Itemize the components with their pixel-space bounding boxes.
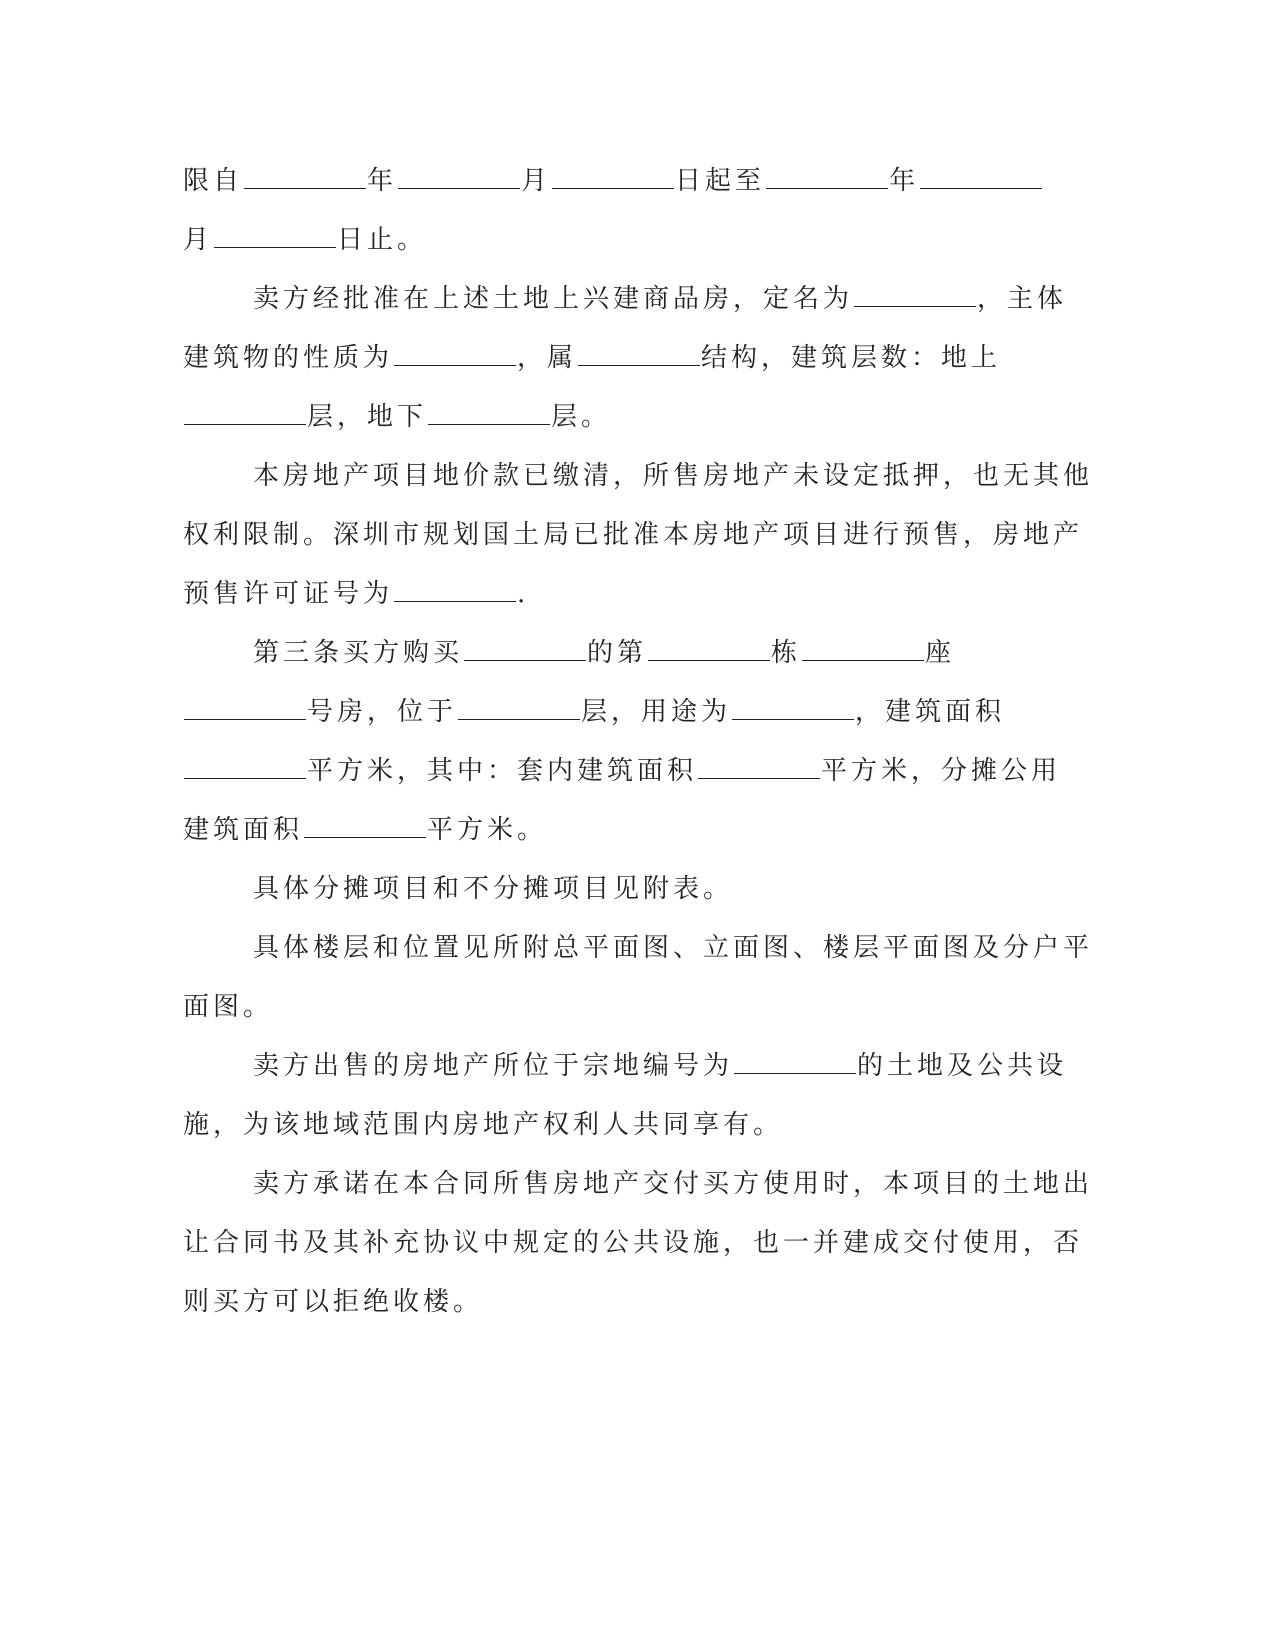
- text-segment: 权利限制。深圳市规划国土局已批准本房地产项目进行预售，房地产: [183, 520, 1084, 550]
- text-segment: .: [517, 579, 530, 609]
- text-line: [183, 158, 1063, 217]
- fill-in-blank[interactable]: [398, 158, 520, 189]
- text-segment: 预售许可证号为: [183, 579, 394, 609]
- text-segment: ，建筑面积: [855, 697, 1006, 727]
- text-line: [183, 630, 1063, 689]
- text-segment: 层，用途为: [581, 697, 732, 727]
- text-line: [183, 394, 1063, 453]
- text-segment: 第三条买方购买: [253, 638, 464, 668]
- text-segment: 月: [183, 225, 214, 255]
- text-segment: 建筑面积: [183, 815, 304, 845]
- text-segment: 面图。: [183, 992, 274, 1022]
- text-segment: 本房地产项目地价款已缴清，所售房地产未设定抵押，也无其他: [253, 461, 1094, 491]
- text-segment: 让合同书及其补充协议中规定的公共设施，也一并建成交付使用，否: [183, 1228, 1084, 1258]
- text-segment: 层。: [551, 402, 612, 432]
- fill-in-blank[interactable]: [552, 158, 674, 189]
- fill-in-blank[interactable]: [394, 335, 516, 366]
- text-segment: 平方米，分摊公用: [821, 756, 1062, 786]
- fill-in-blank[interactable]: [394, 571, 516, 602]
- text-line: [183, 1220, 1084, 1279]
- fill-in-blank[interactable]: [734, 1043, 856, 1074]
- text-segment: 则买方可以拒绝收楼。: [183, 1287, 484, 1317]
- text-segment: ，主体: [977, 284, 1068, 314]
- fill-in-blank[interactable]: [648, 630, 770, 661]
- text-segment: 日止。: [337, 225, 428, 255]
- text-line: [183, 689, 1063, 748]
- text-line: [183, 1161, 1094, 1220]
- text-segment: 施，为该地域范围内房地产权利人共同享有。: [183, 1110, 784, 1140]
- fill-in-blank[interactable]: [428, 394, 550, 425]
- text-segment: 月: [521, 166, 552, 196]
- fill-in-blank[interactable]: [304, 807, 426, 838]
- fill-in-blank[interactable]: [920, 158, 1042, 189]
- text-segment: 建筑物的性质为: [183, 343, 394, 373]
- text-segment: 栋: [771, 638, 802, 668]
- text-segment: 的土地及公共设: [857, 1051, 1068, 1081]
- text-line: [183, 807, 1063, 866]
- text-segment: 平方米，其中：套内建筑面积: [307, 756, 698, 786]
- text-line: [183, 984, 1063, 1043]
- text-segment: 号房，位于: [307, 697, 458, 727]
- text-segment: 具体分摊项目和不分摊项目见附表。: [253, 874, 734, 904]
- fill-in-blank[interactable]: [214, 217, 336, 248]
- fill-in-blank[interactable]: [184, 748, 306, 779]
- text-segment: 卖方经批准在上述土地上兴建商品房，定名为: [253, 284, 854, 314]
- text-line: [183, 1102, 1063, 1161]
- text-segment: 层，地下: [307, 402, 428, 432]
- text-line: [183, 866, 1063, 925]
- fill-in-blank[interactable]: [766, 158, 888, 189]
- fill-in-blank[interactable]: [578, 335, 700, 366]
- fill-in-blank[interactable]: [464, 630, 586, 661]
- fill-in-blank[interactable]: [698, 748, 820, 779]
- text-segment: 结构，建筑层数：地上: [701, 343, 1002, 373]
- text-segment: 具体楼层和位置见所附总平面图、立面图、楼层平面图及分户平: [253, 933, 1094, 963]
- text-segment: 的第: [587, 638, 648, 668]
- text-line: [183, 1043, 1068, 1102]
- fill-in-blank[interactable]: [458, 689, 580, 720]
- fill-in-blank[interactable]: [732, 689, 854, 720]
- text-line: [183, 1279, 1063, 1338]
- text-segment: 日起至: [675, 166, 766, 196]
- text-segment: 年: [367, 166, 398, 196]
- text-line: [183, 512, 1084, 571]
- text-line: [183, 335, 1063, 394]
- text-line: [183, 925, 1094, 984]
- fill-in-blank[interactable]: [854, 276, 976, 307]
- text-segment: 平方米。: [427, 815, 548, 845]
- text-line: [183, 453, 1094, 512]
- text-segment: 限自: [183, 166, 244, 196]
- text-line: [183, 276, 1068, 335]
- text-line: [183, 571, 1063, 630]
- text-segment: 年: [889, 166, 920, 196]
- fill-in-blank[interactable]: [244, 158, 366, 189]
- text-segment: 座: [925, 638, 956, 668]
- text-segment: 卖方出售的房地产所位于宗地编号为: [253, 1051, 734, 1081]
- contract-body: [183, 158, 1094, 1338]
- text-segment: ，属: [517, 343, 578, 373]
- text-line: [183, 217, 1063, 276]
- fill-in-blank[interactable]: [802, 630, 924, 661]
- fill-in-blank[interactable]: [184, 689, 306, 720]
- text-segment: 卖方承诺在本合同所售房地产交付买方使用时，本项目的土地出: [253, 1169, 1094, 1199]
- fill-in-blank[interactable]: [184, 394, 306, 425]
- text-line: [183, 748, 1063, 807]
